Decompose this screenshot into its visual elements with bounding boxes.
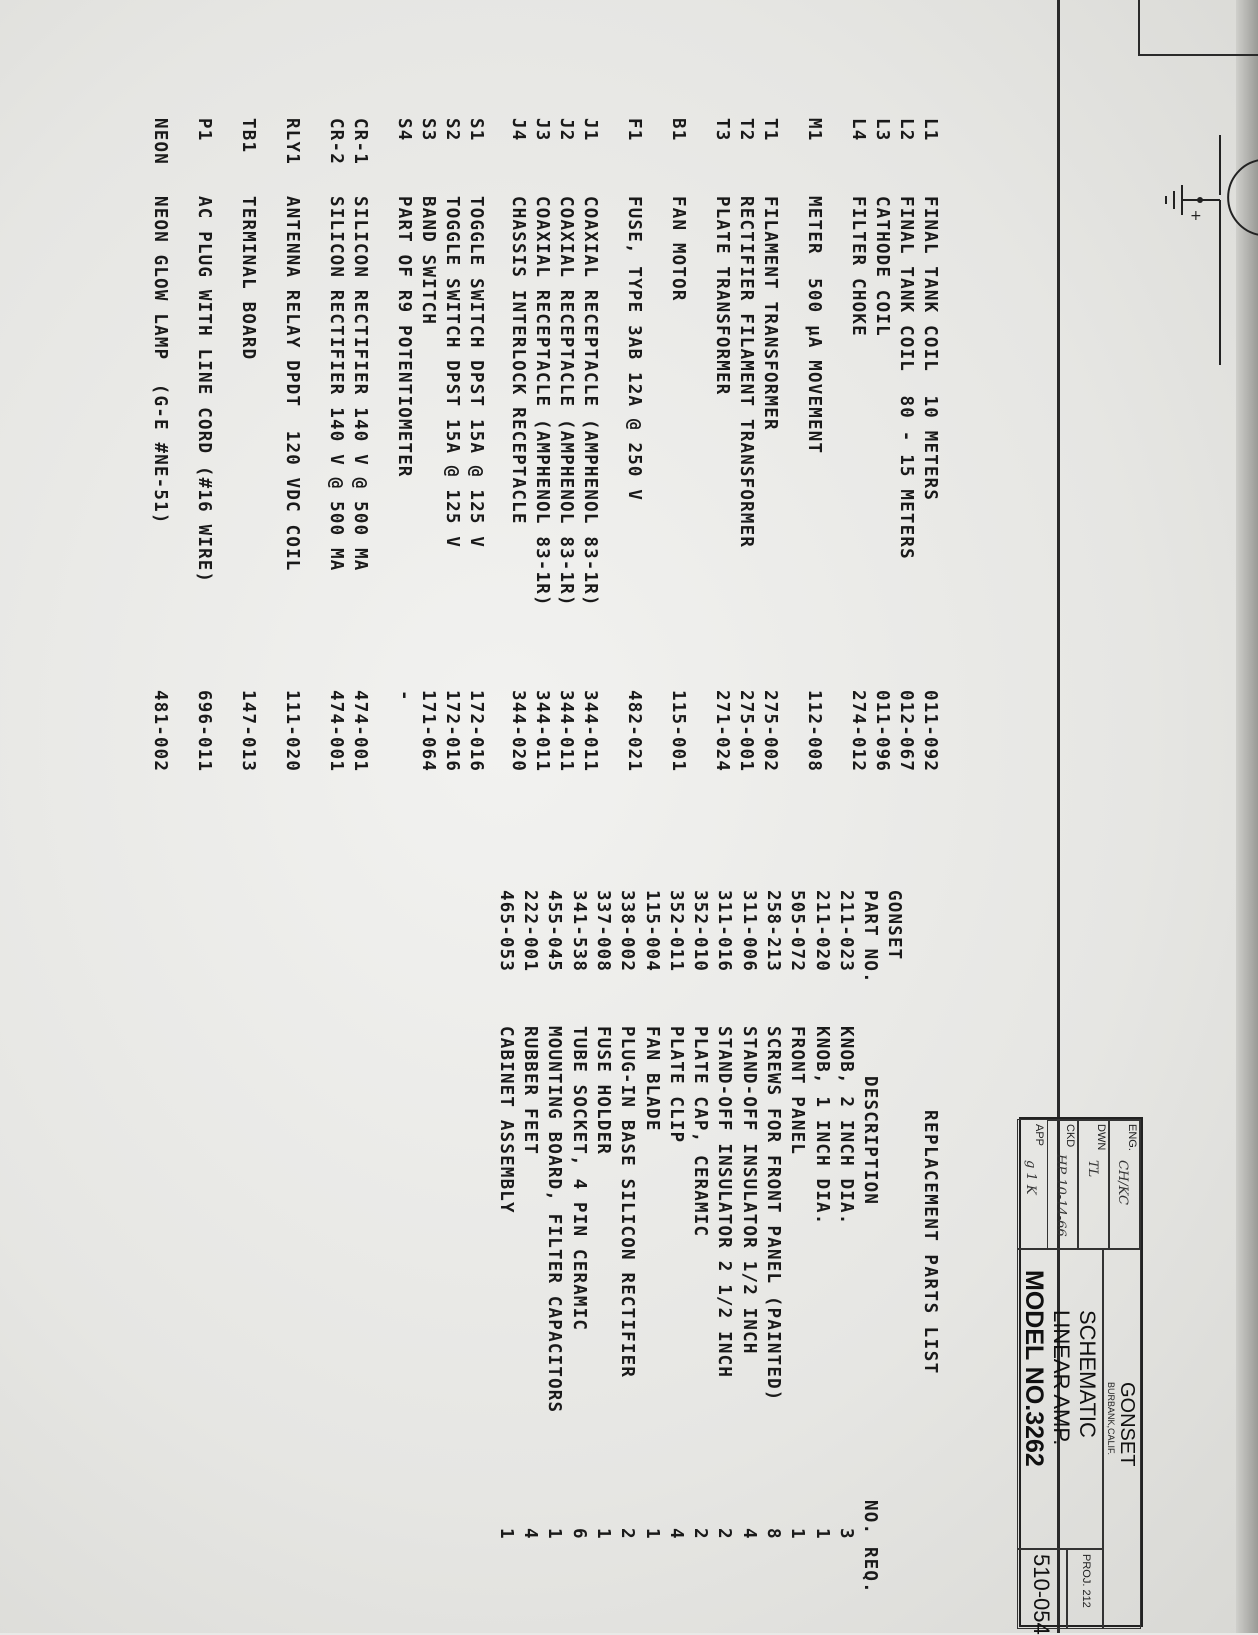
rp-description: MOUNTING BOARD, FILTER CAPACITORS: [544, 1026, 565, 1414]
part-ref: M1: [804, 118, 824, 142]
rp-qty: 6: [568, 1528, 589, 1540]
dwn-value: TL: [1085, 1160, 1100, 1178]
rp-qty: 1: [641, 1528, 662, 1540]
part-description: TOGGLE SWITCH DPST 15A @ 125 V: [466, 196, 486, 549]
part-ref: NEON: [150, 118, 170, 165]
part-description: BAND SWITCH: [418, 196, 438, 326]
part-description: COAXIAL RECEPTACLE (AMPHENOL 83-1R): [532, 196, 552, 607]
proj-cell: [1067, 1549, 1103, 1629]
rp-part-number: 455-045: [544, 890, 565, 973]
rp-description: CABINET ASSEMBLY: [495, 1026, 516, 1214]
rp-part-number: 352-011: [665, 890, 686, 973]
rp-part-number: 211-020: [811, 890, 832, 973]
rp-header-description: DESCRIPTION: [860, 1076, 880, 1206]
part-ref: CR-1: [350, 118, 370, 165]
rp-qty: 4: [665, 1528, 686, 1540]
rp-part-number: 338-002: [617, 890, 638, 973]
part-description: CATHODE COIL: [872, 196, 892, 337]
rp-description: STAND-OFF INSULATOR 1/2 INCH: [738, 1026, 759, 1355]
part-description: METER 500 μA MOVEMENT: [804, 196, 824, 455]
part-number: -: [394, 690, 414, 702]
part-number: 474-001: [326, 690, 346, 773]
part-description: NEON GLOW LAMP (G-E #NE-51): [150, 196, 170, 525]
proj-label: PROJ. 212: [1080, 1554, 1092, 1608]
rp-part-number: 311-016: [714, 890, 735, 973]
part-description: FILAMENT TRANSFORMER: [760, 196, 780, 431]
app-value: g 1 K: [1023, 1160, 1038, 1195]
rp-description: FAN BLADE: [641, 1026, 662, 1132]
rp-description: FUSE HOLDER: [593, 1026, 613, 1156]
rp-qty: 1: [544, 1528, 565, 1540]
rp-header-qty: NO. REQ.: [860, 1500, 880, 1594]
part-number: 115-001: [668, 690, 688, 773]
part-ref: J3: [532, 118, 552, 142]
rp-header-partno: PART NO.: [860, 890, 880, 984]
title-cell: [1017, 1249, 1103, 1549]
part-number: 275-001: [736, 690, 756, 773]
rp-description: FRONT PANEL: [787, 1026, 808, 1156]
part-ref: S3: [418, 118, 438, 142]
title-line1: SCHEMATIC: [1075, 1310, 1100, 1438]
part-description: FUSE, TYPE 3AB 12A @ 250 V: [624, 196, 644, 502]
rp-qty: 4: [520, 1528, 541, 1540]
eng-value: CH/KC: [1115, 1160, 1130, 1205]
rp-part-number: 337-008: [593, 890, 613, 973]
part-number: 696-011: [194, 690, 214, 773]
part-number: 172-016: [442, 690, 462, 773]
part-ref: S2: [442, 118, 462, 142]
part-description: TERMINAL BOARD: [238, 196, 258, 361]
part-number: 481-002: [150, 690, 170, 773]
part-description: SILICON RECTIFIER 140 V @ 500 MA: [326, 196, 346, 572]
rp-part-number: 505-072: [787, 890, 808, 973]
part-ref: L2: [896, 118, 916, 142]
part-description: AC PLUG WITH LINE CORD (#16 WIRE): [194, 196, 214, 584]
part-number: 274-012: [848, 690, 868, 773]
part-ref: T1: [760, 118, 780, 142]
part-number: 482-021: [624, 690, 644, 773]
part-description: FILTER CHOKE: [848, 196, 868, 337]
rp-qty: 2: [617, 1528, 638, 1540]
drawing-number: 510-054: [1029, 1554, 1054, 1635]
part-ref: T2: [736, 118, 756, 142]
part-number: 011-092: [920, 690, 940, 773]
part-number: 011-096: [872, 690, 892, 773]
part-number: 344-020: [508, 690, 528, 773]
dwn-label: DWN: [1095, 1124, 1107, 1151]
rp-qty: 2: [714, 1528, 735, 1540]
part-number: 344-011: [532, 690, 552, 773]
company-name: GONSET: [1116, 1382, 1138, 1467]
rp-description: STAND-OFF INSULATOR 2 1/2 INCH: [714, 1026, 735, 1379]
rp-description: TUBE SOCKET, 4 PIN CERAMIC: [568, 1026, 589, 1332]
rp-qty: 3: [836, 1528, 856, 1540]
rp-description: PLATE CLIP: [665, 1026, 686, 1144]
part-description: PART OF R9 POTENTIOMETER: [394, 196, 414, 478]
app-label: APP: [1033, 1124, 1045, 1147]
model-number: MODEL NO.3262: [1020, 1270, 1048, 1467]
part-ref: S1: [466, 118, 486, 142]
part-number: 275-002: [760, 690, 780, 773]
part-number: 147-013: [238, 690, 258, 773]
rp-qty: 4: [738, 1528, 759, 1540]
part-number: 111-020: [282, 690, 302, 773]
part-description: TOGGLE SWITCH DPST 15A @ 125 V: [442, 196, 462, 549]
rp-part-number: 465-053: [495, 890, 516, 973]
part-ref: RLY1: [282, 118, 302, 165]
part-description: CHASSIS INTERLOCK RECEPTACLE: [508, 196, 528, 525]
part-number: 172-016: [466, 690, 486, 773]
part-description: FAN MOTOR: [668, 196, 688, 302]
rp-part-number: 222-001: [520, 890, 541, 973]
rp-part-number: 311-006: [738, 890, 759, 973]
rp-part-number: 115-004: [641, 890, 662, 973]
replacement-parts-title: REPLACEMENT PARTS LIST: [920, 1110, 940, 1375]
rp-description: KNOB, 1 INCH DIA.: [811, 1026, 832, 1226]
rp-qty: 1: [593, 1528, 613, 1540]
rp-description: RUBBER FEET: [520, 1026, 541, 1156]
part-ref: J2: [556, 118, 576, 142]
rp-part-number: 341-538: [568, 890, 589, 973]
rp-qty: 1: [811, 1528, 832, 1540]
company-location: BURBANK,CALIF.: [1106, 1382, 1116, 1456]
part-ref: L4: [848, 118, 868, 142]
part-number: 112-008: [804, 690, 824, 773]
part-ref: L1: [920, 118, 940, 142]
part-ref: J1: [580, 118, 600, 142]
rp-qty: 8: [763, 1528, 784, 1540]
rp-qty: 1: [787, 1528, 808, 1540]
part-description: PLATE TRANSFORMER: [712, 196, 732, 396]
rp-description: PLUG-IN BASE SILICON RECTIFIER: [617, 1026, 638, 1379]
rp-part-number: 211-023: [836, 890, 856, 973]
approval-cells: [1017, 1119, 1141, 1249]
svg-text:+: +: [1190, 208, 1202, 224]
part-ref: B1: [668, 118, 688, 142]
part-ref: T3: [712, 118, 732, 142]
rp-qty: 2: [690, 1528, 711, 1540]
ckd-label: CKD: [1064, 1124, 1076, 1148]
title-line2: LINEAR AMP.: [1049, 1310, 1074, 1446]
part-description: COAXIAL RECEPTACLE (AMPHENOL 83-1R): [556, 196, 576, 607]
title-block: [1019, 1117, 1143, 1635]
part-description: COAXIAL RECEPTACLE (AMPHENOL 83-1R): [580, 196, 600, 607]
part-description: SILICON RECTIFIER 140 V @ 500 MA: [350, 196, 370, 572]
part-ref: F1: [624, 118, 644, 142]
rp-qty: 1: [495, 1528, 516, 1540]
part-number: 171-064: [418, 690, 438, 773]
part-description: FINAL TANK COIL 80 - 15 METERS: [896, 196, 916, 560]
rp-description: SCREWS FOR FRONT PANEL (PAINTED): [763, 1026, 784, 1402]
part-number: 474-001: [350, 690, 370, 773]
part-ref: TB1: [238, 118, 258, 154]
part-description: RECTIFIER FILAMENT TRANSFORMER: [736, 196, 756, 549]
part-ref: P1: [194, 118, 214, 142]
part-number: 344-011: [556, 690, 576, 773]
part-description: FINAL TANK COIL 10 METERS: [920, 196, 940, 502]
rp-header-company: GONSET: [884, 890, 904, 961]
part-number: 271-024: [712, 690, 732, 773]
part-ref: S4: [394, 118, 414, 142]
rp-description: KNOB, 2 INCH DIA.: [836, 1026, 856, 1226]
company-cell: [1103, 1249, 1141, 1629]
rp-part-number: 352-010: [690, 890, 711, 973]
rp-part-number: 258-213: [763, 890, 784, 973]
part-ref: L3: [872, 118, 892, 142]
part-number: 344-011: [580, 690, 600, 773]
eng-label: ENG.: [1126, 1124, 1138, 1151]
ckd-value: HP 10-14-66: [1053, 1154, 1068, 1237]
rp-description: PLATE CAP, CERAMIC: [690, 1026, 711, 1238]
part-ref: J4: [508, 118, 528, 142]
part-ref: CR-2: [326, 118, 346, 165]
part-description: ANTENNA RELAY DPDT 120 VDC COIL: [282, 196, 302, 572]
drawing-number-cell: [1017, 1549, 1067, 1635]
part-number: 012-067: [896, 690, 916, 773]
